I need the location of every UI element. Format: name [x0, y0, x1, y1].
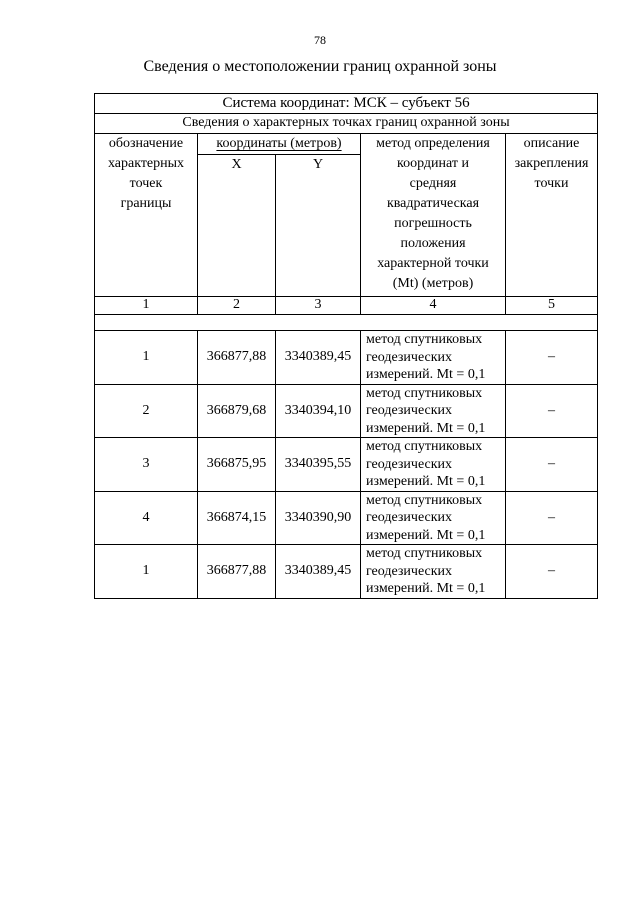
header-line: квадратическая	[386, 196, 480, 211]
table-row	[95, 438, 598, 492]
header-line: описание	[523, 136, 580, 151]
header-line: характерной точки	[377, 256, 489, 271]
header-coordinates: координаты (метров)	[198, 134, 361, 155]
header-line: точки	[534, 176, 569, 191]
cell-method	[361, 545, 506, 599]
method-line: геодезических	[366, 456, 453, 472]
cell-y: 3340395,55	[276, 438, 361, 492]
table-row	[95, 545, 598, 599]
cell-x: 366879,68	[198, 384, 276, 438]
cell-description: –	[506, 384, 598, 438]
cell-method	[361, 331, 506, 385]
table-row	[95, 384, 598, 438]
method-line: измерений. Mt = 0,1	[366, 474, 486, 489]
cell-method	[361, 384, 506, 438]
cell-method	[361, 438, 506, 492]
method-line: измерений. Mt = 0,1	[366, 367, 486, 382]
method-line: измерений. Mt = 0,1	[366, 581, 486, 596]
header-description	[506, 134, 598, 297]
method-line: измерений. Mt = 0,1	[366, 527, 486, 543]
column-number: 4	[361, 297, 506, 315]
cell-description: –	[506, 331, 598, 385]
cell-point: 4	[95, 491, 198, 545]
method-line: геодезических	[366, 510, 453, 525]
boundary-points-table	[94, 93, 598, 599]
cell-description: –	[506, 545, 598, 599]
method-line: геодезических	[366, 403, 453, 418]
cell-y: 3340394,10	[276, 384, 361, 438]
cell-x: 366877,88	[198, 331, 276, 385]
points-info-header: Сведения о характерных точках границ охранной зоны	[95, 114, 598, 134]
header-line: закрепления	[514, 156, 589, 171]
method-line: метод спутниковых	[366, 332, 483, 347]
cell-point: 1	[95, 545, 198, 599]
header-method	[361, 134, 506, 297]
column-number: 5	[506, 297, 598, 315]
cell-y: 3340390,90	[276, 491, 361, 545]
header-line: точек	[129, 176, 163, 191]
table-row	[95, 331, 598, 385]
method-line: метод спутниковых	[366, 385, 483, 401]
header-line: погрешность	[394, 216, 472, 231]
header-y: Y	[276, 155, 361, 297]
cell-description: –	[506, 491, 598, 545]
header-line: границы	[120, 196, 172, 211]
header-line: средняя	[409, 176, 457, 191]
cell-x: 366877,88	[198, 545, 276, 599]
header-line: характерных	[107, 156, 185, 171]
header-line: (Mt) (метров)	[392, 276, 474, 291]
header-line: метод определения	[376, 136, 490, 151]
page-number: 78	[314, 33, 326, 47]
header-line: обозначение	[108, 136, 184, 151]
method-line: метод спутниковых	[366, 439, 483, 454]
spacer-row	[95, 315, 598, 331]
header-line: координат и	[397, 156, 469, 171]
table-row	[95, 491, 598, 545]
cell-point: 2	[95, 384, 198, 438]
cell-y: 3340389,45	[276, 545, 361, 599]
cell-point: 3	[95, 438, 198, 492]
cell-y: 3340389,45	[276, 331, 361, 385]
method-line: измерений. Mt = 0,1	[366, 420, 486, 436]
header-line: положения	[400, 236, 466, 251]
method-line: метод спутниковых	[366, 492, 483, 508]
cell-x: 366874,15	[198, 491, 276, 545]
method-line: метод спутниковых	[366, 546, 483, 561]
column-number: 2	[198, 297, 276, 315]
cell-method	[361, 491, 506, 545]
coordinate-system-header: Система координат: МСК – субъект 56	[95, 94, 598, 114]
cell-point: 1	[95, 331, 198, 385]
column-number: 1	[95, 297, 198, 315]
header-x: X	[198, 155, 276, 297]
cell-x: 366875,95	[198, 438, 276, 492]
header-designation	[95, 134, 198, 297]
method-line: геодезических	[366, 349, 453, 365]
method-line: геодезических	[366, 563, 453, 579]
cell-description: –	[506, 438, 598, 492]
document-title: Сведения о местоположении границ охранной зоны	[143, 58, 497, 75]
column-number: 3	[276, 297, 361, 315]
